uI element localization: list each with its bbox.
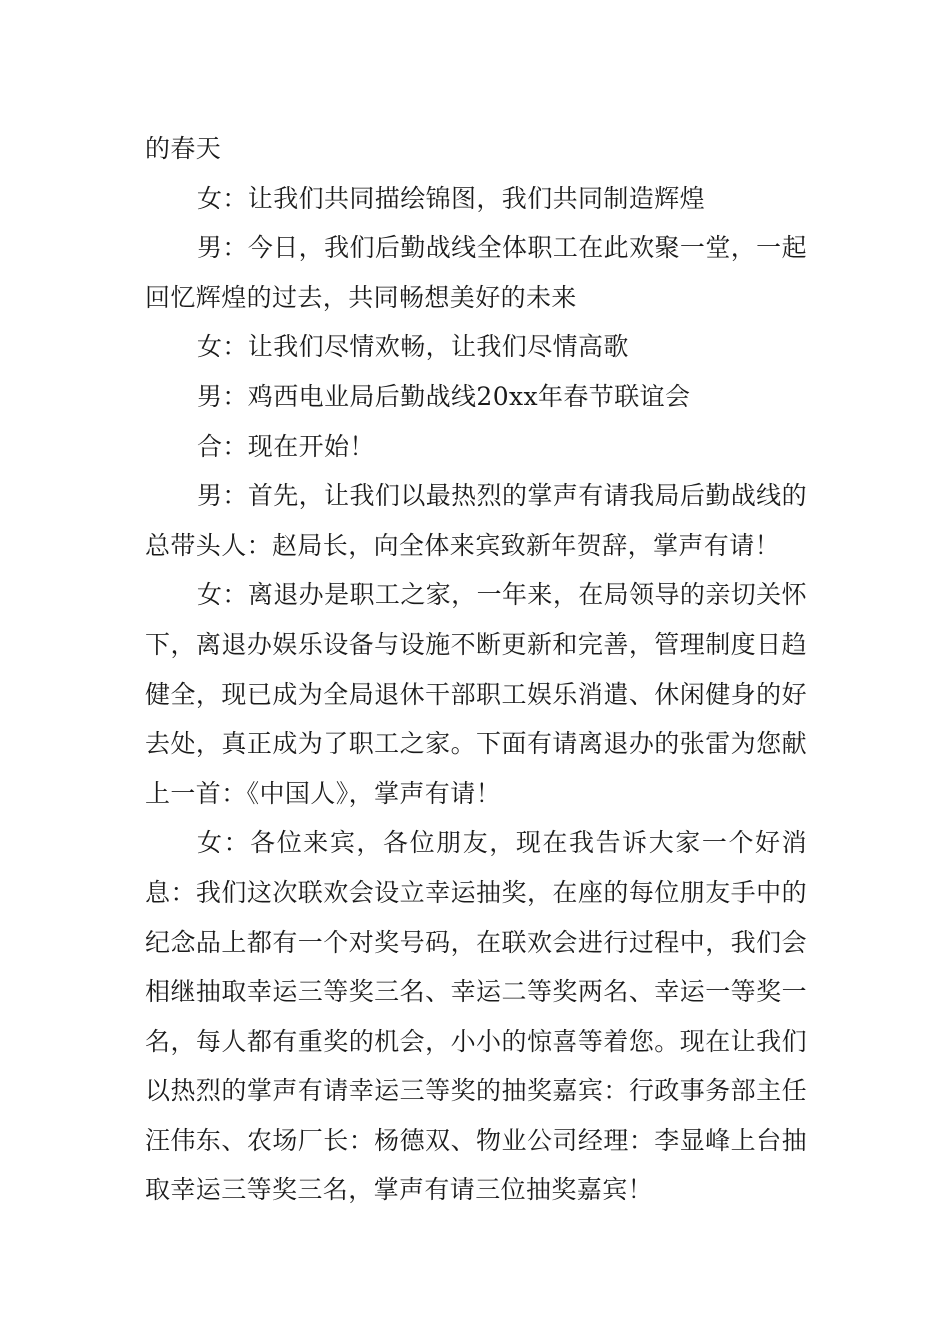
paragraph: 女：让我们尽情欢畅，让我们尽情高歌 [197,332,629,362]
paragraph: 女：离退办是职工之家，一年来，在局领导的亲切关怀下，离退办娱乐设备与设施不断更新和完善，管理制度日趋健全，现已成为全局退休干部职工娱乐消遣、休闲健身的好去处，真正成为了职工之家。下面有请离退办的张雷为您献上一首：《中国人》，掌声有请！ [145,580,807,808]
paragraph: 男：首先，让我们以最热烈的掌声有请我局后勤战线的总带头人：赵局长，向全体来宾致新年贺辞，掌声有请！ [145,481,807,560]
paragraph: 女：让我们共同描绘锦图，我们共同制造辉煌 [197,183,706,213]
paragraph: 合：现在开始！ [197,431,375,461]
paragraph: 男：今日，我们后勤战线全体职工在此欢聚一堂，一起回忆辉煌的过去，共同畅想美好的未来 [145,233,807,312]
paragraph-continuation: 的春天 [145,134,222,163]
paragraph: 女：各位来宾，各位朋友，现在我告诉大家一个好消息：我们这次联欢会设立幸运抽奖，在座的每位朋友手中的纪念品上都有一个对奖号码，在联欢会进行过程中，我们会相继抽取幸运三等奖三名、幸运二等奖两名、幸运一等奖一名，每人都有重奖的机会，小小的惊喜等着您。现在让我们以热烈的掌声有请幸运三等奖的抽奖嘉宾：行政事务部主任汪伟东、农场厂长：杨德双、物业公司经理：李显峰上台抽取幸运三等奖三名，掌声有请三位抽奖嘉宾！ [145,828,807,1205]
paragraph: 男：鸡西电业局后勤战线20xx年春节联谊会 [197,381,691,411]
document-body [145,124,807,1215]
